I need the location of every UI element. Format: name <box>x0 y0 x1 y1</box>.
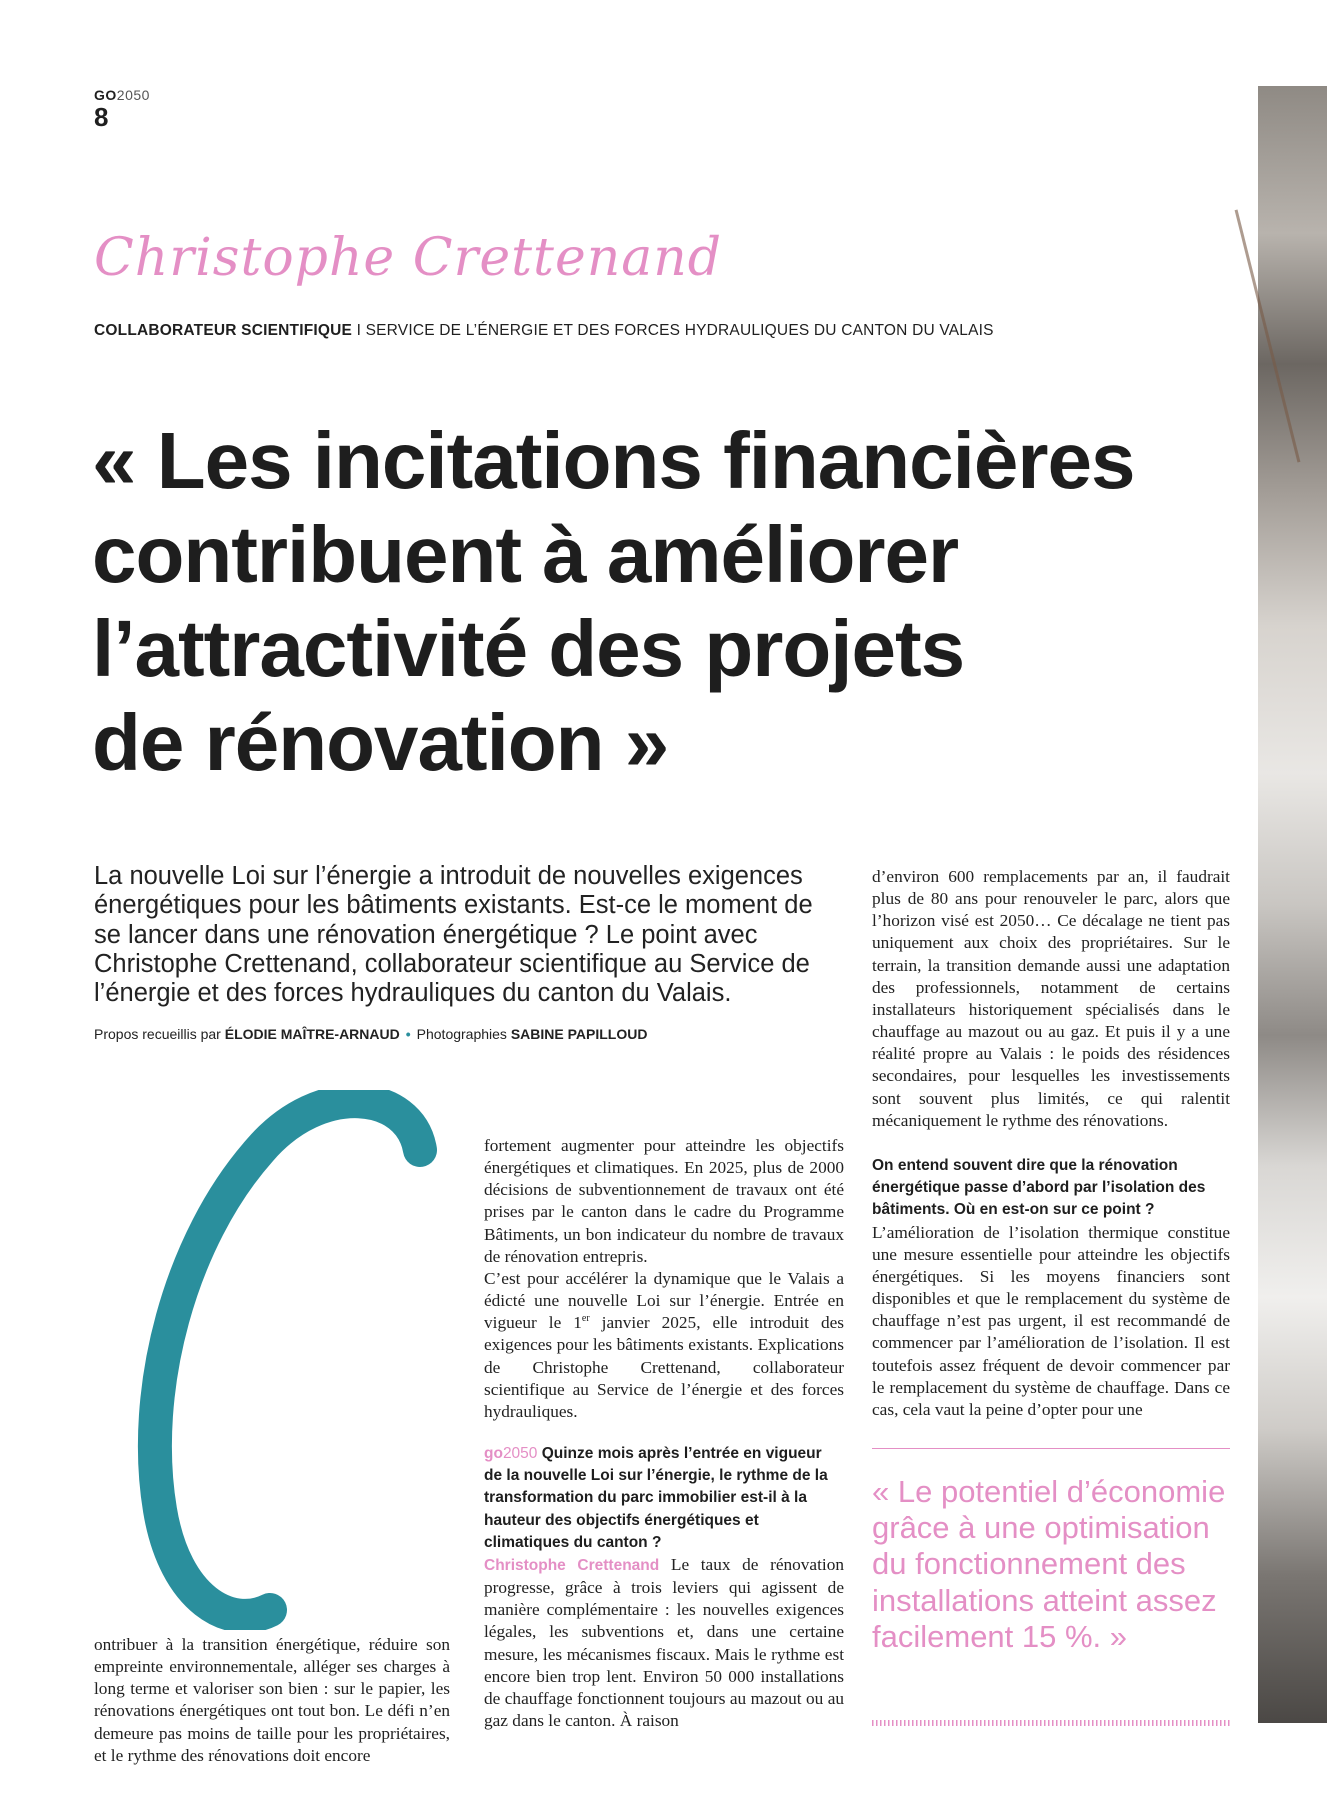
dropcap-letter <box>120 1090 480 1630</box>
article-intro: La nouvelle Loi sur l’énergie a introduit de nouvelles exigences énergétiques pour les bâtiments existants. Est-ce le moment de se lancer dans une rénovation énergétique ? Le point avec Christophe Crettenand, collaborateur scientifique au Service de l’énergie et des forces hydrauliques du canton du Valais. <box>94 862 813 1008</box>
col2-paragraph-1: fortement augmenter pour atteindre les objectifs énergétiques et climatiques. En 2025, plus de 2000 décisions de subventionnement de travaux ont été prises par le canton dans le cadre du Programme Bâtiments, un bon indicateur du nombre de travaux de rénovation entrepris. <box>484 1136 844 1266</box>
column-3-top <box>872 866 1230 1132</box>
headline-line-1: « Les incitations financières <box>92 416 1135 505</box>
question-2: On entend souvent dire que la rénovation énergétique passe d’abord par l’isolation des bâtiments. Où en est-on sur ce point ? <box>872 1157 1206 1219</box>
separator-dot: • <box>405 1026 411 1042</box>
author-name: Christophe Crettenand <box>94 228 722 288</box>
column-1 <box>94 1634 450 1767</box>
column-2-bottom <box>484 1443 844 1732</box>
page-folio <box>94 88 150 130</box>
col2-p2-text-b: janvier 2025, elle introduit des exigences pour les bâtiments existants. Explications de Christophe Crettenand, collaborateur scientifique au Service de l’énergie et des forces hydrauliques. <box>484 1313 844 1421</box>
magazine-brand <box>94 88 150 102</box>
photographer-name: SABINE PAPILLOUD <box>510 1026 648 1042</box>
question-1-text: Quinze mois après l’entrée en vigueur de la nouvelle Loi sur l’énergie, le rythme de la transformation du parc immobilier est-il à la hauteur des objectifs énergétiques et climatiques du canton ? <box>484 1445 828 1551</box>
column-3-middle <box>872 1155 1230 1421</box>
answer-1-text: Le taux de rénovation progresse, grâce à trois leviers qui agissent de manière complémentaire : les nouvelles exigences légales, les subventions et, dans une certaine mesure, les mécanismes fiscaux. Mais le rythme est encore bien trop lent. Environ 50 000 installations de chauffage fonctionnent toujours au mazout ou au gaz dans le canton. À raison <box>484 1555 844 1731</box>
interview-label: Propos recueillis par <box>94 1026 225 1042</box>
question-1 <box>484 1443 844 1554</box>
answer-1-speaker: Christophe Crettenand <box>484 1557 660 1575</box>
brand-light: 2050 <box>116 87 150 103</box>
col2-p2-text-a: C’est pour accélérer la dynamique que le Valais a édicté une nouvelle Loi sur l’énergie. Entrée en vigueur le 1 <box>484 1268 844 1333</box>
question-brand-go: go <box>484 1445 503 1462</box>
photo-label: Photographies <box>416 1026 511 1042</box>
article-credits <box>94 1026 647 1042</box>
answer-2: L’amélioration de l’isolation thermique constitue une mesure essentielle pour atteindre les objectifs énergétiques. Si les moyens financiers sont disponibles et que le remplacement du système de chauffage n’est pas urgent, il est recommandé de commencer par l’amélioration de l’isolation. Il est toutefois assez fréquent de devoir commencer par le remplacement du système de chauffage. Dans ce cas, cela vaut la peine d’opter pour une <box>872 1222 1230 1419</box>
pullquote-rule-bottom <box>872 1720 1230 1726</box>
question-brand-num: 2050 <box>502 1445 538 1462</box>
page-number: 8 <box>94 102 109 132</box>
photo-detail <box>1235 209 1301 462</box>
author-role-service: I SERVICE DE L’ÉNERGIE ET DES FORCES HYDRAULIQUES DU CANTON DU VALAIS <box>352 322 994 339</box>
headline-line-4: de rénovation » <box>92 698 669 787</box>
col3-paragraph-1: d’environ 600 remplacements par an, il faudrait plus de 80 ans pour renouveler le parc, alors que l’horizon visé est 2050… Ce décalage ne tient pas uniquement aux choix des propriétaires. Sur le terrain, la transition demande aussi une adaptation des professionnels, notamment de certains installateurs historiquement spécialisés dans le chauffage au mazout ou au gaz. Et puis il y a une réalité propre au Valais : le poids des résidences secondaires, pour lesquelles les investissements sont souvent plus limités, ce qui ralentit mécaniquement le rythme des rénovations. <box>872 867 1230 1130</box>
pullquote: « Le potentiel d’économie grâce à une optimisation du fonctionnement des installations atteint assez facilement 15 %. » <box>872 1474 1226 1654</box>
article-headline <box>92 414 1242 790</box>
col2-paragraph-2 <box>484 1268 844 1423</box>
headline-line-3: l’attractivité des projets <box>92 604 965 693</box>
author-role-title: COLLABORATEUR SCIENTIFIQUE <box>94 322 353 339</box>
interviewer-name: ÉLODIE MAÎTRE-ARNAUD <box>224 1026 400 1042</box>
author-role <box>94 322 994 340</box>
portrait-photo-edge <box>1258 86 1327 1723</box>
answer-1 <box>484 1554 844 1732</box>
col1-paragraph: ontribuer à la transition énergétique, réduire son empreinte environnementale, alléger ses charges à long terme et valoriser son bien : sur le papier, les rénovations énergétiques ont tout bon. Le défi n’en demeure pas moins de taille pour les propriétaires, et le rythme des rénovations doit encore <box>94 1635 450 1765</box>
pullquote-rule-top <box>872 1448 1230 1449</box>
dropcap-stroke <box>155 1101 420 1616</box>
headline-line-2: contribuent à améliorer <box>92 510 959 599</box>
brand-bold: GO <box>94 87 117 103</box>
col2-p2-sup: er <box>581 1313 590 1325</box>
column-2-top <box>484 1135 844 1423</box>
